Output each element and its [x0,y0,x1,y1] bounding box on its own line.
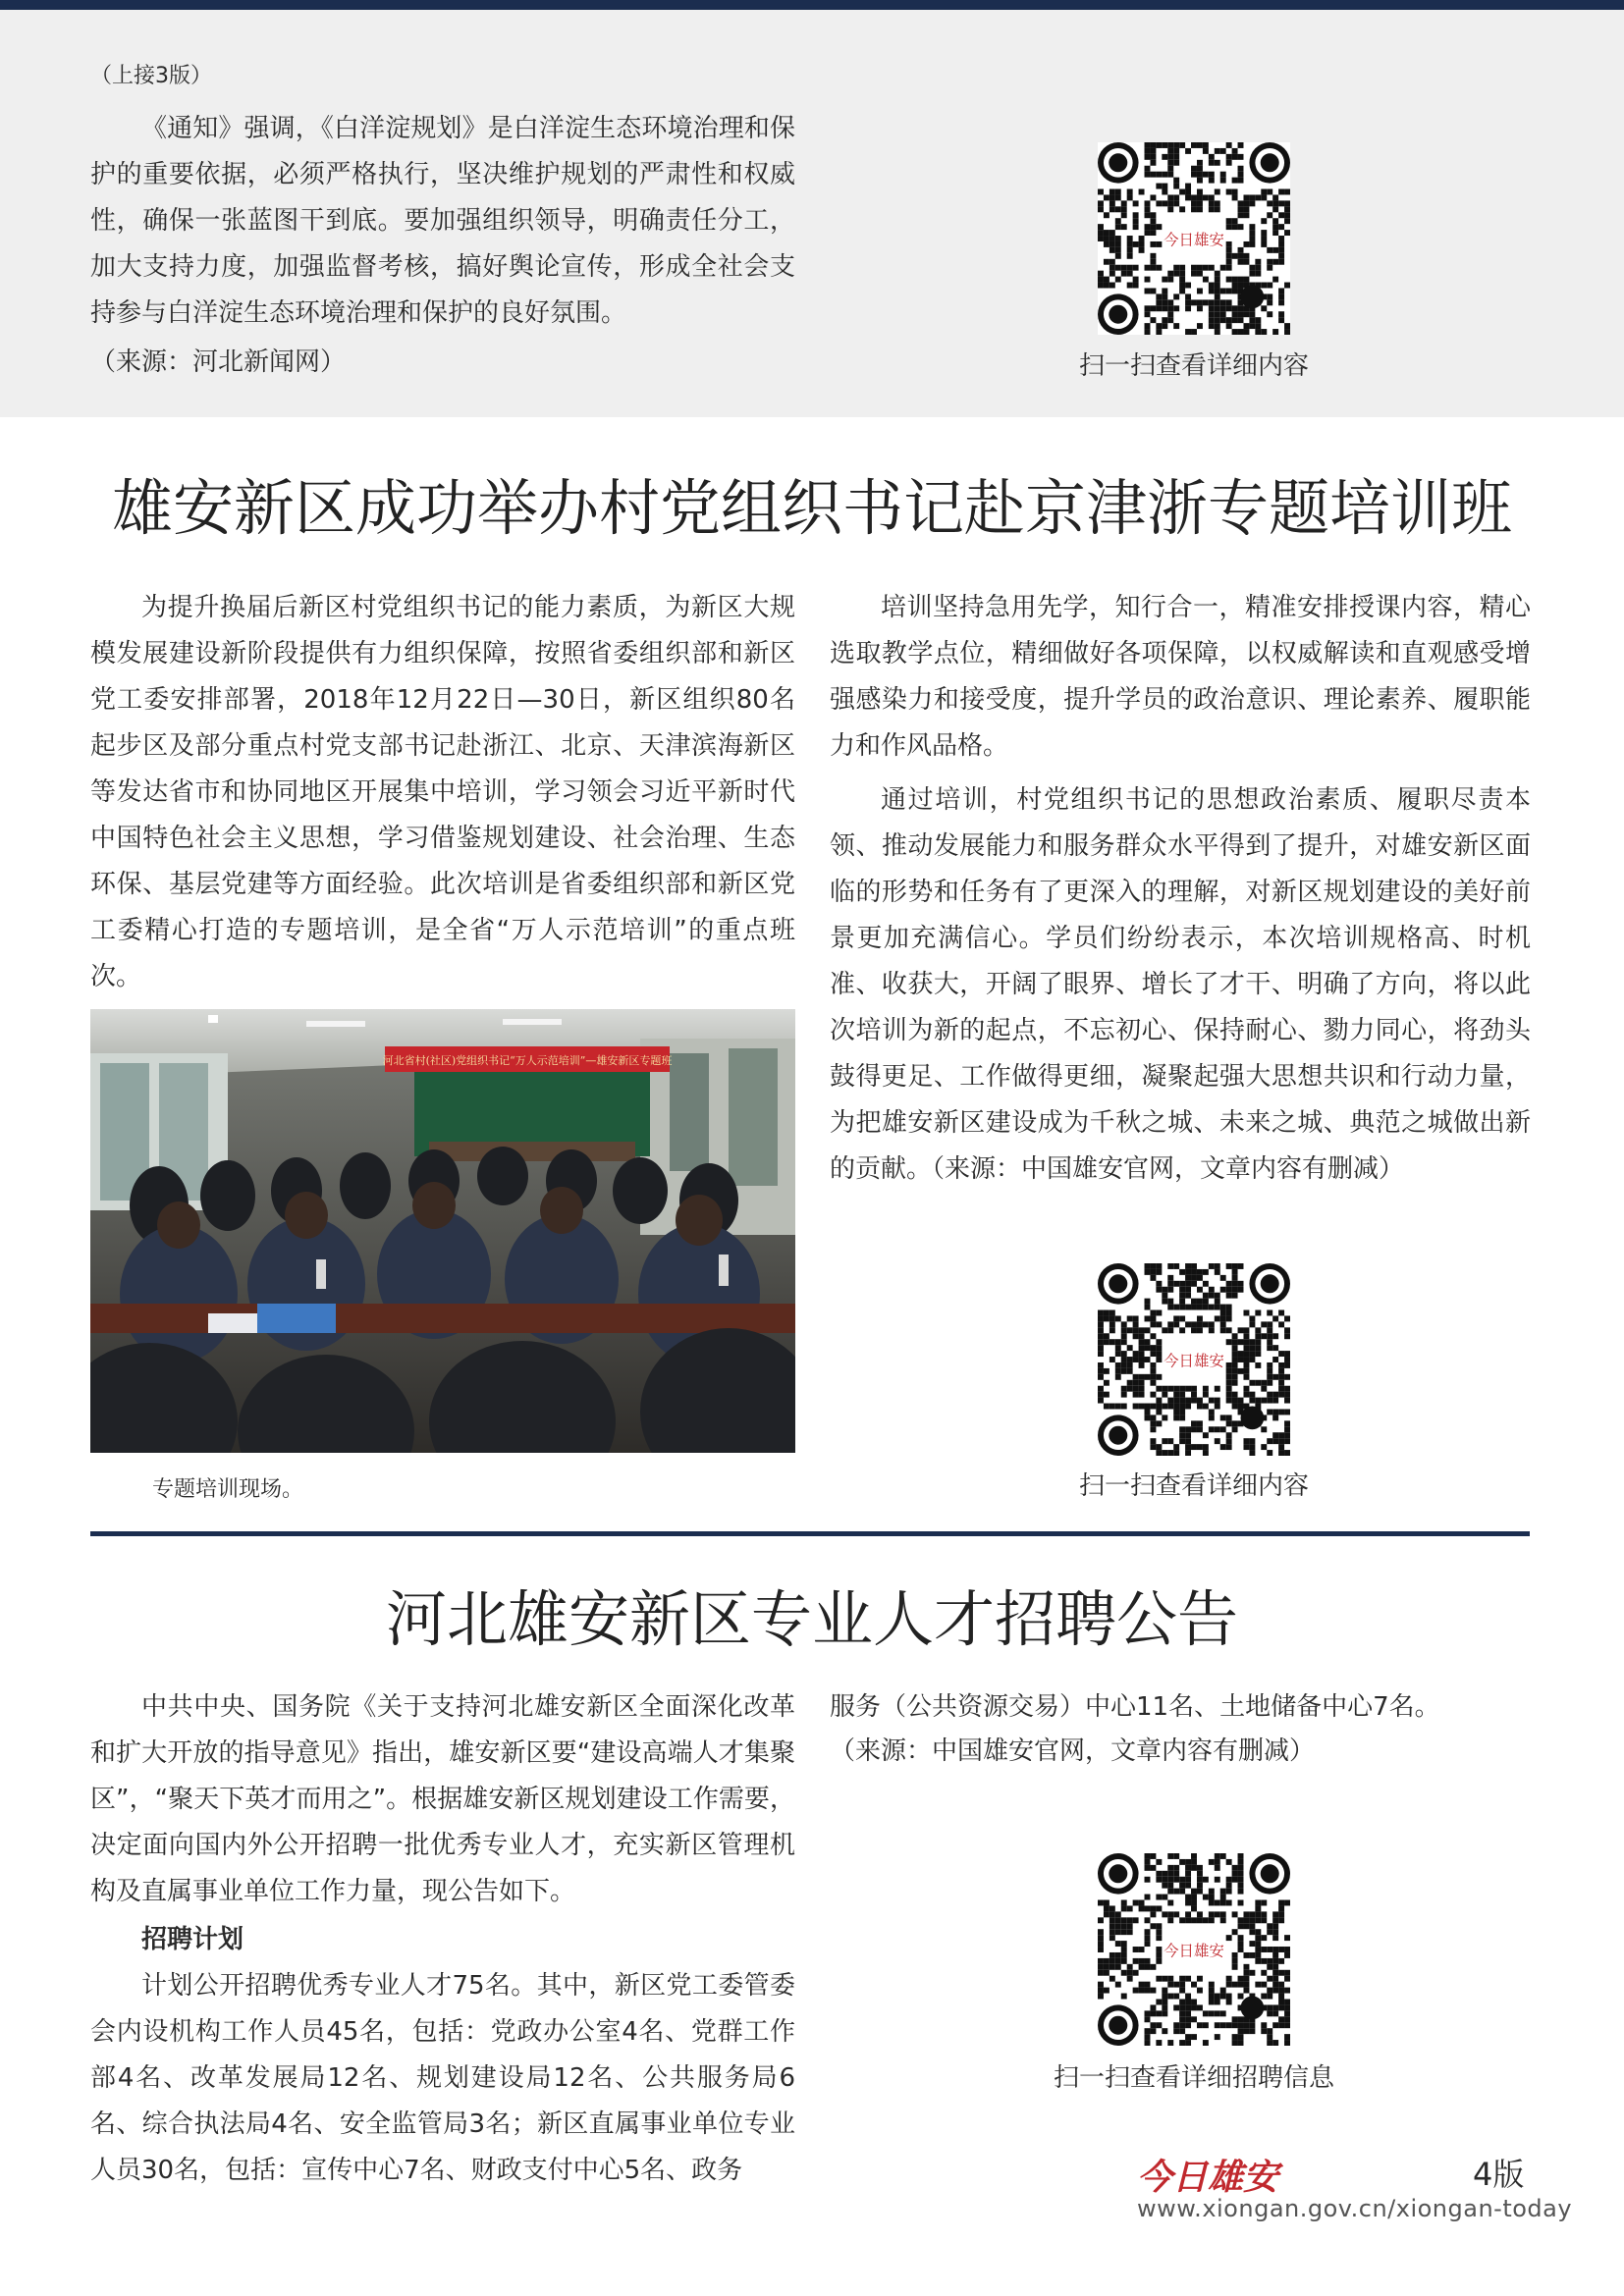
recruitment-paragraph-1: 中共中央、国务院《关于支持河北雄安新区全面深化改革和扩大开放的指导意见》指出，雄安新区要“建设高端人才集聚区”，“聚天下英才而用之”。根据雄安新区规划建设工作需要，决定面向国内外公开招聘一批优秀专业人才，充实新区管理机构及直属事业单位工作力量，现公告如下。 [90,1692,795,1906]
continued-label: （上接3版） [90,64,212,88]
qr-code-3[interactable] [1098,1853,1290,2046]
qr-center-text: 今日雄安 [1164,231,1224,249]
qr-code-pattern [1098,1853,1290,2046]
footer-url[interactable]: www.xiongan.gov.cn/xiongan-today [1137,2195,1573,2222]
recruitment-source: （来源：中国雄安官网，文章内容有删减） [830,1736,1316,1766]
recruitment-heading: 招聘计划 [141,1925,244,1954]
article-title-training: 雄安新区成功举办村党组织书记赴京津浙专题培训班 [111,472,1512,544]
training-right-paragraph-2: 通过培训，村党组织书记的思想政治素质、履职尽责本领、推动发展能力和服务群众水平得到了提升，对雄安新区面临的形势和任务有了更深入的理解，对新区规划建设的美好前景更加充满信心。学员们纷纷表示，本次培训规格高、时机准、收获大，开阔了眼界、增长了才干、明确了方向，将以此次培训为新的起点，不忘初心、保持耐心、勠力同心，将劲头鼓得更足、工作做得更细，凝聚起强大思想共识和行动力量，为把雄安新区建设成为千秋之城、未来之城、典范之城做出新的贡献。（来源：中国雄安官网，文章内容有删减） [830,785,1531,1184]
page-number: 4版 [1473,2156,1525,2193]
recruitment-paragraph-2: 计划公开招聘优秀专业人才75名。其中，新区党工委管委会内设机构工作人员45名，包括：党政办公室4名、党群工作部4名、改革发展局12名、规划建设局12名、公共服务局6名、综合执法局4名、安全监管局3名；新区直属事业单位专业人员30名，包括：宣传中心7名、财政支付中心5名、政务 [90,1971,795,2185]
qr-label-2: 扫一扫查看详细内容 [1078,1471,1309,1501]
photo-caption: 专题培训现场。 [152,1477,304,1502]
training-right-paragraph-1: 培训坚持急用先学，知行合一，精准安排授课内容，精心选取教学点位，精细做好各项保障，以权威解读和直观感受增强感染力和接受度，提升学员的政治意识、理论素养、履职能力和作风品格。 [830,593,1531,761]
training-photo-image [90,1009,795,1453]
qr-code-1[interactable] [1098,142,1290,335]
continued-paragraph: 《通知》强调，《白洋淀规划》是白洋淀生态环境治理和保护的重要依据，必须严格执行，坚决维护规划的严肃性和权威性，确保一张蓝图干到底。要加强组织领导，明确责任分工，加大支持力度，加强监督考核，搞好舆论宣传，形成全社会支持参与白洋淀生态环境治理和保护的良好氛围。 [90,114,795,328]
footer-logo: 今日雄安 [1137,2157,1279,2198]
photo-banner-text: 河北省村(社区)党组织书记“万人示范培训”—雄安新区专题班 [382,1054,673,1067]
qr-center-text: 今日雄安 [1164,1352,1224,1370]
qr-code-pattern [1098,142,1290,335]
top-bar [0,0,1624,10]
article-title-recruitment: 河北雄安新区专业人才招聘公告 [385,1583,1238,1655]
recruitment-right-paragraph: 服务（公共资源交易）中心11名、土地储备中心7名。 [830,1692,1440,1722]
continued-source: （来源：河北新闻网） [90,347,347,377]
qr-center-text: 今日雄安 [1164,1942,1224,1960]
training-left-paragraph: 为提升换届后新区村党组织书记的能力素质，为新区大规模发展建设新阶段提供有力组织保障，按照省委组织部和新区党工委安排部署，2018年12月22日—30日，新区组织80名起步区及部分重点村党支部书记赴浙江、北京、天津滨海新区等发达省市和协同地区开展集中培训，学习领会习近平新时代中国特色社会主义思想，学习借鉴规划建设、社会治理、生态环保、基层党建等方面经验。此次培训是省委组织部和新区党工委精心打造的专题培训，是全省“万人示范培训”的重点班次。 [90,593,795,991]
qr-code-pattern [1098,1263,1290,1456]
training-photo [90,1009,795,1453]
qr-label-3: 扫一扫查看详细招聘信息 [1053,2063,1334,2093]
qr-label-1: 扫一扫查看详细内容 [1078,351,1309,381]
section-divider [90,1531,1530,1536]
qr-code-2[interactable] [1098,1263,1290,1456]
